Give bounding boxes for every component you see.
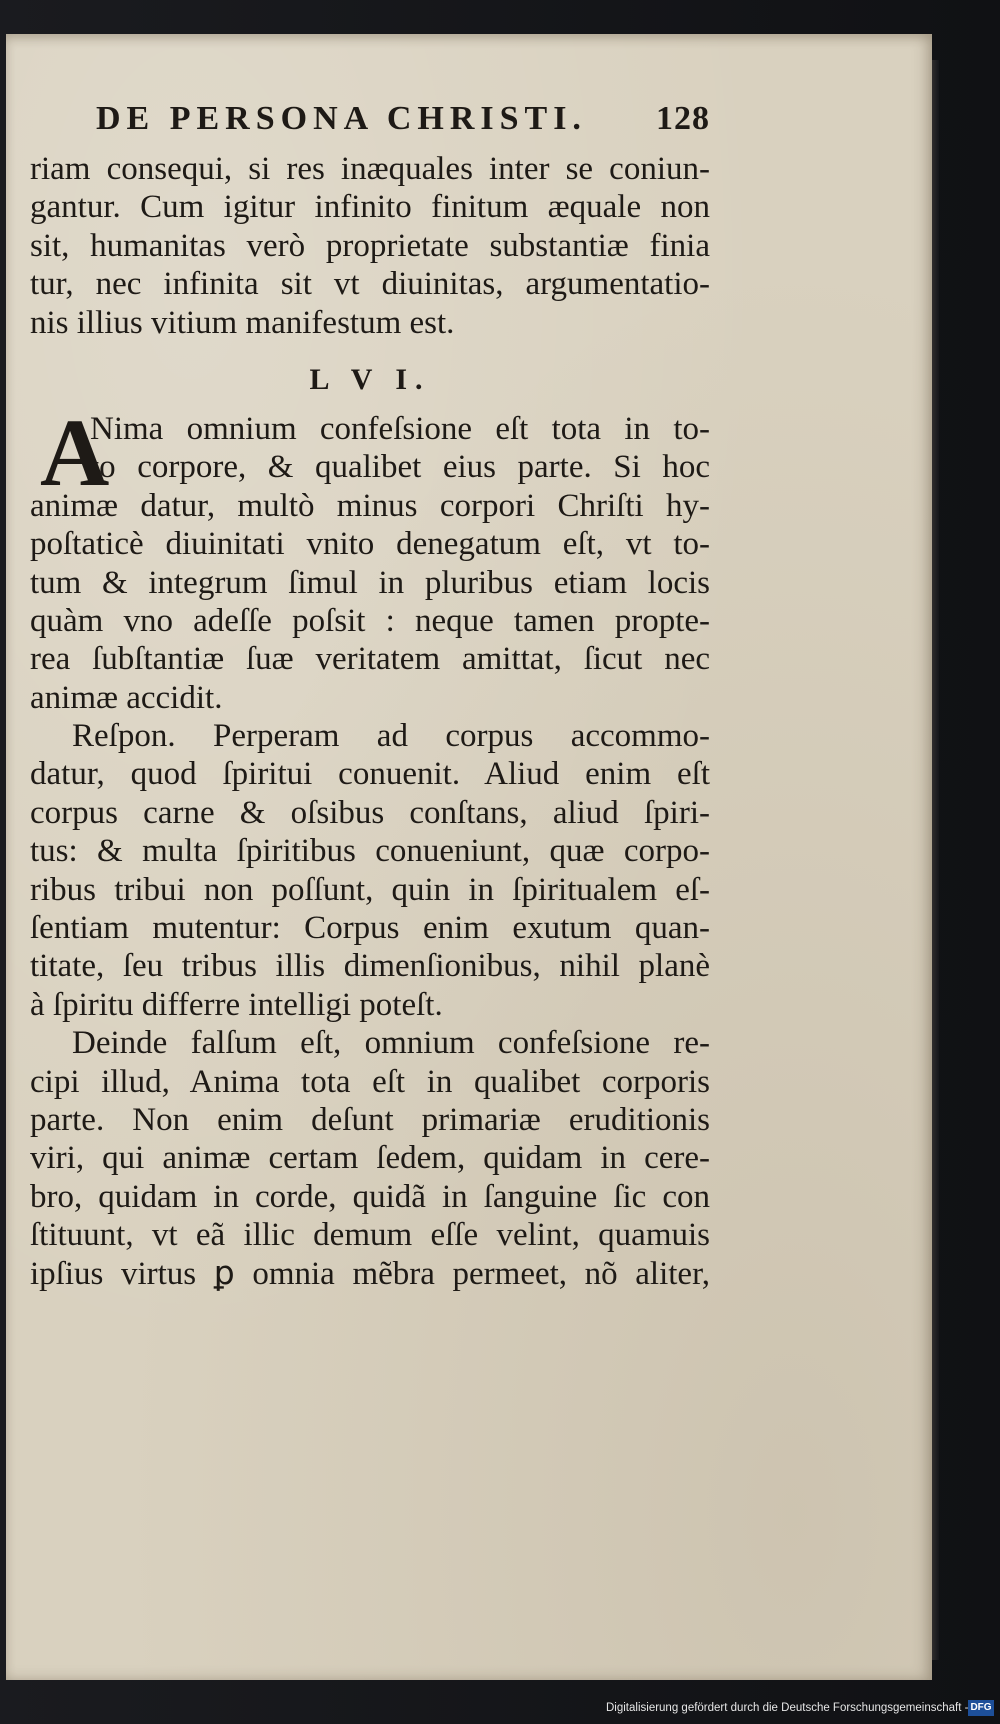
text-line: riam consequi, si res inæquales inter se coniun- (30, 151, 710, 187)
response-paragraph (30, 717, 710, 1024)
text-line: rea ſubſtantiæ ſuæ veritatem amittat, ſicut nec (30, 641, 710, 678)
text-line: animæ accidit. (30, 679, 223, 716)
running-head (30, 88, 710, 150)
text-line: datur, quod ſpiritui conuenit. Aliud enim eſt (30, 756, 710, 793)
running-head-title: DE PERSONA CHRISTI. (96, 100, 587, 137)
text-line: poſtaticè diuinitati vnito denegatum eſt, vt to- (30, 526, 710, 563)
text-line: tur, nec infinita sit vt diuinitas, argumentatio- (30, 266, 710, 303)
book-page (6, 34, 932, 1680)
text-line: viri, qui animæ certam ſedem, quidam in cere- (30, 1140, 710, 1177)
text-line: tum & integrum ſimul in pluribus etiam locis (30, 564, 710, 601)
page-text-block (30, 88, 710, 1293)
text-line: sit, humanitas verò proprietate substantiæ finia (30, 227, 710, 264)
text-line: à ſpiritu differre intelligi poteſt. (30, 986, 443, 1023)
opening-paragraph (30, 150, 710, 342)
text-line: gantur. Cum igitur infinito finitum æquale non (30, 189, 710, 226)
digitization-credit: Digitalisierung gefördert durch die Deutsche Forschungsgemeinschaft - (606, 1702, 969, 1714)
text-line: Nima omnium confeſsione eſt tota in to- (90, 410, 710, 447)
text-line: animæ datur, multò minus corpori Chriſti hy- (30, 487, 710, 524)
text-line: corpus carne & oſsibus conſtans, aliud ſpiri- (30, 794, 710, 831)
page-number: 128 (656, 100, 710, 137)
text-line: to corpore, & qualibet eius parte. Si hoc (90, 449, 710, 486)
text-line: cipi illud, Anima tota eſt in qualibet corporis (30, 1063, 710, 1100)
text-line: Deinde falſum eſt, omnium confeſsione re- (72, 1025, 710, 1062)
text-line: ſtituunt, vt eã illic demum eſſe velint, quamuis (30, 1217, 710, 1254)
text-line: quàm vno adeſſe poſsit : neque tamen propte- (30, 602, 710, 639)
text-line: tus: & multa ſpiritibus conueniunt, quæ corpo- (30, 833, 710, 870)
drop-cap-initial: A (40, 398, 110, 506)
text-line: nis illius vitium manifestum est. (30, 304, 455, 341)
text-line: ipſius virtus ꝑ omnia mẽbra permeet, nõ aliter, (30, 1255, 710, 1292)
section-heading: L V I. (309, 362, 431, 396)
text-line: parte. Non enim deſunt primariæ eruditionis (30, 1101, 710, 1138)
text-line: ſentiam mutentur: Corpus enim exutum quan- (30, 910, 710, 947)
further-paragraph (30, 1024, 710, 1293)
text-line: bro, quidam in corde, quidã in ſanguine ſic con (30, 1178, 710, 1215)
text-line: titate, ſeu tribus illis dimenſionibus, nihil planè (30, 948, 710, 985)
text-line: ribus tribui non poſſunt, quin in ſpiritualem eſ- (30, 871, 710, 908)
objection-paragraph (30, 398, 710, 717)
dfg-logo: DFG (968, 1700, 994, 1716)
text-line: Reſpon. Perperam ad corpus accommo- (72, 718, 710, 755)
